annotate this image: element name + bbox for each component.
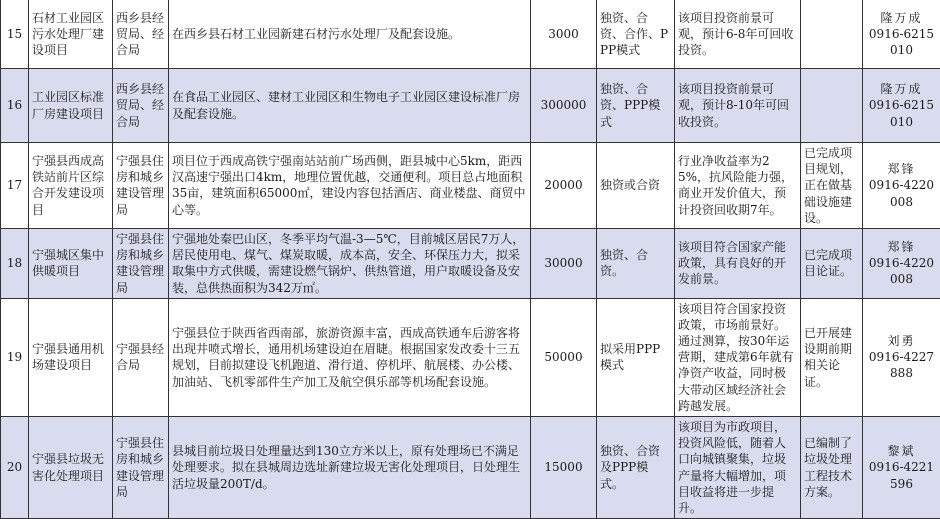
table-row: [1, 143, 940, 229]
contact-name: 隆万成: [866, 10, 937, 26]
project-content: 在食品工业园区、建材工业园区和生物电子工业园区建设标准厂房及配套设施。: [169, 69, 531, 143]
contact-cell: [863, 0, 940, 69]
contact-name: 刘勇: [866, 333, 937, 349]
project-content: 项目位于西成高铁宁强南站站前广场西侧，距县城中心5km，距西汉高速宁强出口4km，地理位置优越，交通便利。项目总占地面积35亩，建筑面积65000㎡，建设内容包括酒店、商业楼盘、商贸中心等。: [169, 143, 531, 229]
project-name: 宁强县垃圾无害化处理项目: [29, 417, 113, 519]
responsible-unit: 宁强县住房和城乡建设管理局: [113, 228, 169, 298]
project-progress: [801, 69, 863, 143]
investment-amount: 300000: [531, 69, 597, 143]
contact-cell: [863, 143, 940, 229]
contact-cell: [863, 228, 940, 298]
contact-cell: [863, 417, 940, 519]
contact-phone: 0916-4221596: [866, 459, 937, 491]
project-progress: 已完成项目规划，正在做基础设施建设。: [801, 143, 863, 229]
economic-benefit: 该项目投资前景可观，预计6-8年可回收投资。: [675, 0, 801, 69]
row-number: 20: [1, 417, 29, 519]
contact-phone: 0916-4220008: [866, 177, 937, 209]
investment-amount: 15000: [531, 417, 597, 519]
project-content: 县城目前垃圾日处理量达到130立方米以上，原有处理场已不满足处理要求。拟在县城周边选址新建垃圾无害化处理项目，日处理生活垃圾量200T/d。: [169, 417, 531, 519]
row-number: 18: [1, 228, 29, 298]
responsible-unit: 西乡县经贸局、经合局: [113, 0, 169, 69]
project-name: 宁强县西成高铁站前片区综合开发建设项目: [29, 143, 113, 229]
investment-amount: 50000: [531, 298, 597, 416]
contact-phone: 0916-4227888: [866, 349, 937, 381]
cooperation-mode: 独资、合资。: [597, 228, 675, 298]
contact-name: 郑锋: [866, 239, 937, 255]
contact-name: 郑锋: [866, 161, 937, 177]
cooperation-mode: 独资、合资及PPP模式。: [597, 417, 675, 519]
cooperation-mode: 独资、合资、合作、PPP模式: [597, 0, 675, 69]
project-progress: [801, 0, 863, 69]
economic-benefit: 该项目投资前景可观，预计8-10年可回收投资。: [675, 69, 801, 143]
project-name: 工业园区标准厂房建设项目: [29, 69, 113, 143]
table-row: [1, 298, 940, 416]
contact-phone: 0916-6215010: [866, 97, 937, 129]
contact-cell: [863, 298, 940, 416]
contact-phone: 0916-4220008: [866, 255, 937, 287]
responsible-unit: 宁强县住房和城乡建设管理局: [113, 143, 169, 229]
responsible-unit: 宁强县住房和城乡建设管理局: [113, 417, 169, 519]
table-row: [1, 0, 940, 69]
project-progress: 已开展建设期前期相关论证。: [801, 298, 863, 416]
contact-phone: 0916-6215010: [866, 26, 937, 58]
row-number: 16: [1, 69, 29, 143]
project-name: 石材工业园区污水处理厂建设项目: [29, 0, 113, 69]
contact-name: 隆万成: [866, 81, 937, 97]
investment-amount: 30000: [531, 228, 597, 298]
economic-benefit: 该项目为市政项目，投资风险低，随着人口向城镇聚集，垃圾产量将大幅增加，项目收益将进一步提升。: [675, 417, 801, 519]
economic-benefit: 行业净收益率为25%，抗风险能力强，商业开发价值大，预计投资回收期7年。: [675, 143, 801, 229]
project-content: 宁强县位于陕西省西南部，旅游资源丰富，西成高铁通车后游客将出现井喷式增长，通用机场建设迫在眉睫。根据国家发改委十三五规划，目前拟建设飞机跑道、滑行道、停机坪、航展楼、办公楼、加油站、飞机零部件生产加工及航空俱乐部等机场配套设施。: [169, 298, 531, 416]
project-content: 宁强地处秦巴山区，冬季平均气温-3—5℃，目前城区居民7万人，居民使用电、煤气、煤炭取暖，成本高，安全、环保压力大，拟采取集中方式供暖，需建设燃气锅炉、供热管道，用户取暖设备及安装，总供热面积为342万㎡。: [169, 228, 531, 298]
row-number: 17: [1, 143, 29, 229]
contact-name: 黎斌: [866, 443, 937, 459]
responsible-unit: 西乡县经贸局、经合局: [113, 69, 169, 143]
project-content: 在西乡县石材工业园新建石材污水处理厂及配套设施。: [169, 0, 531, 69]
project-progress: 已完成项目论证。: [801, 228, 863, 298]
responsible-unit: 宁强县经合局: [113, 298, 169, 416]
project-name: 宁强城区集中供暖项目: [29, 228, 113, 298]
table-row: [1, 69, 940, 143]
row-number: 19: [1, 298, 29, 416]
contact-cell: [863, 69, 940, 143]
economic-benefit: 该项目符合国家投资政策，市场前景好。通过测算，按30年运营期，建成第6年就有净资产收益，同时极大带动区域经济社会跨越发展。: [675, 298, 801, 416]
economic-benefit: 该项目符合国家产能政策，具有良好的开发前景。: [675, 228, 801, 298]
table-row: [1, 228, 940, 298]
cooperation-mode: 独资或合资: [597, 143, 675, 229]
table-row: [1, 417, 940, 519]
project-progress: 已编制了垃圾处理工程技术方案。: [801, 417, 863, 519]
cooperation-mode: 拟采用PPP模式: [597, 298, 675, 416]
row-number: 15: [1, 0, 29, 69]
project-name: 宁强县通用机场建设项目: [29, 298, 113, 416]
investment-amount: 3000: [531, 0, 597, 69]
investment-amount: 20000: [531, 143, 597, 229]
cooperation-mode: 独资、合资、PPP模式: [597, 69, 675, 143]
